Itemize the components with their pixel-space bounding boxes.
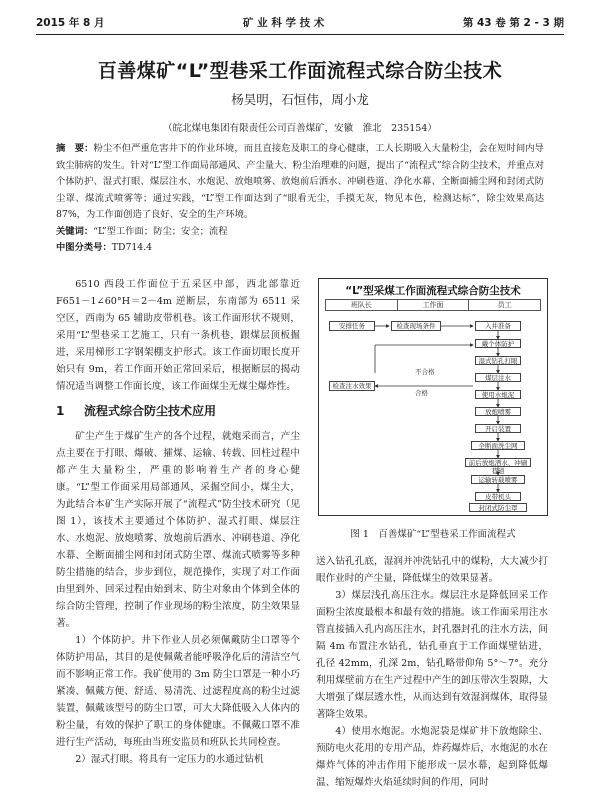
lane-header-workers: 员工: [497, 301, 512, 309]
paper-authors: 杨昊明，石恒伟，周小龙: [231, 92, 369, 107]
figure-title: “L”型采煤工作面流程式综合防尘技术: [345, 285, 521, 297]
journal-volume: 第 43 卷 第 2 - 3 期: [462, 16, 564, 29]
clc-number: [56, 240, 544, 257]
flow-box-check-injection: 检查注水效果: [329, 381, 375, 391]
keywords-text: “L”型工作面；防尘；安全；流程: [93, 225, 228, 237]
flow-box-assign-task: 安排任务: [329, 321, 375, 331]
keywords: [56, 224, 544, 241]
flow-box-prepare: 入井准备: [475, 321, 521, 331]
abstract-label: 摘 要：: [56, 143, 94, 154]
section-1-paragraph-2: 1）个体防护。井下作业人员必须佩戴防尘口罩等个体防护用品，其目的是使佩戴者能呼吸净化后的清洁空气而不影响正常工作。我矿使用的 3m 防尘口罩是一种小巧紧凑、佩戴方便、舒适、易清洗、过滤程度高的粉尘过滤装置，佩戴该型号的防尘口罩，可大大降低吸入人体内的粉尘量，有效的保护了职工的身体健康。不佩戴口罩不准进行生产活动，每班由当班安监员和班队长共同检查。: [56, 635, 300, 748]
section-1-paragraph-1: 矿尘产生于煤矿生产的各个过程，就炮采而言，产尘点主要在于打眼、爆破、攉煤、运输、转载、回柱过程中都产生大量粉尘，严重的影响着生产者的身心健康。“L”型工作面采用局部通风，采掘空间小，煤尘大，为此结合本矿生产实际开展了“流程式”防尘技术研究（见图 1），该技术主要通过个体防护、湿式打眼、煤层注水、水炮泥、放炮喷雾、放炮前后洒水、冲刷巷道、净化水幕、全断面捕尘网和封闭式防尘罩、煤流式喷雾等多种防尘措施的结合，步步到位，规范操作，实现了对工作面由里到外、回采过程由始到末、防尘对象由个体到全体的综合防尘管理，控制了作业现场的粉尘浓度，防尘效果显著。: [56, 431, 300, 629]
running-head: [36, 14, 564, 30]
flowchart-figure: [318, 278, 548, 516]
flow-box-belt-head: 皮带机头: [475, 492, 521, 501]
section-1-number: 1: [56, 404, 65, 418]
header-rule: [36, 34, 564, 35]
right-column: [316, 553, 548, 791]
abstract-text: 粉尘不但严重危害井下的作业环境，而且直接危及职工的身心健康，工人长期吸入大量粉尘，会在短时间内导致尘肺病的发生。针对“L”型工作面局部通风、产尘量大、粉尘治理难的问题，提出了“流程式”综合防尘技术，并重点对个体防护、湿式打眼、煤层注水、水炮泥、放炮喷雾、放炮前后洒水、冲刷巷道、净化水幕、全断面捕尘网和封闭式防尘罩、煤流式喷雾等；通过实践，“L”型工作面达到了“眼看无尘，手摸无灰，物见本色，检测达标”，除尘效果高达 87%，为工作面创造了良好、安全的生产环境。: [56, 143, 544, 220]
flow-box-sprinkle-flush: 前后放炮洒水、冲刷巷道: [465, 458, 531, 467]
lane-header-team-leader: 班队长: [326, 300, 398, 310]
paper-affiliation: （皖北煤电集团有限责任公司百善煤矿，安徽 淮北 235154）: [163, 123, 437, 134]
figure-lane-headers: [325, 299, 541, 311]
flow-box-check-site: 检查现场条件: [391, 321, 441, 331]
abstract: [56, 141, 544, 224]
section-1-title: 流程式综合防尘技术应用: [84, 404, 217, 418]
flow-box-water-stemming: 使用水炮泥: [475, 390, 521, 399]
keywords-label: 关键词：: [56, 225, 94, 237]
flow-box-transfer-spray: 运输转载喷雾: [471, 475, 525, 484]
journal-date: 2015 年 8 月: [36, 16, 105, 29]
clc-label: 中图分类号：: [56, 242, 112, 253]
section-1-heading: [56, 403, 300, 420]
abstract-block: [56, 141, 544, 257]
flow-box-water-injection: 煤层注水: [475, 373, 521, 382]
flow-label-not-ok: 不合格: [415, 368, 435, 376]
flow-box-ppe: 戴个体防护: [475, 339, 521, 348]
right-paragraph-3: 4）使用水炮泥。水炮泥袋是煤矿井下放炮除尘、预防电火花用的专用产品，炸药爆炸后，水炮泥的水在爆炸气体的冲击作用下能形成一层水幕，起到降低爆温、缩短爆炸火焰延续时间的作用，同时: [316, 726, 548, 788]
flow-box-blast-spray: 放炮喷雾: [475, 407, 521, 416]
section-1-paragraph-3: 2）湿式打眼。将具有一定压力的水通过钻机: [75, 754, 264, 765]
flow-box-wet-drilling: 湿式钻孔打眼: [475, 356, 521, 365]
right-paragraph-2: 3）煤层浅孔高压注水。煤层注水是降低回采工作面粉尘浓度最根本和最有效的措施。该工作面采用注水管直接插入孔内高压注水，封孔器封孔的注水方法，间隔 4m 布置注水钻孔，钻孔垂直于工作面煤壁钻进，孔径 42mm，孔深 2m，钻孔略带仰角 5°～7°。充分利用煤壁前方在生产过程中产生的卸压带次生裂隙，大大增强了煤层透水性，从而达到有效湿润煤体，取得显著降尘效果。: [316, 590, 548, 720]
figure-caption: 图 1 百善煤矿“L”型巷采工作面流程式: [350, 529, 516, 540]
flow-box-dust-hood: 封闭式防尘罩: [469, 503, 527, 512]
clc-text: TD714.4: [111, 242, 153, 253]
flow-box-start-device: 开启装置: [475, 424, 521, 433]
journal-name: 矿 业 科 学 技 术: [243, 16, 325, 29]
right-paragraph-1: 送入钻孔孔底，湿润并冲洗钻孔中的煤粉，大大减少打眼作业时的产尘量，降低煤尘的效果显著。: [316, 556, 548, 584]
paper-title: 百善煤矿“L”型巷采工作面流程式综合防尘技术: [97, 60, 503, 82]
lane-header-workface: 工作面: [398, 300, 470, 310]
flow-label-ok: 合格: [415, 389, 428, 397]
left-column: [56, 276, 300, 768]
intro-paragraph: 6510 西段工作面位于五采区中部，西北部靠近 F651－1∠60°H＝2－4m 逆断层，东南部为 6511 采空区，西南为 65 辅助皮带机巷。该工作面形状不规则，采用“L”型巷采工艺施工，只有一条机巷，跟煤层顶板掘进，采用梯形工字钢架棚支护形式。该工作面切眼长度开始只有 9m，若工作面开始正常回采后，根据断层的揭动情况适当调整工作面长度，该工作面煤尘无煤尘爆炸性。: [56, 279, 300, 392]
flow-box-dust-net: 全断面洗尘网: [471, 441, 525, 450]
